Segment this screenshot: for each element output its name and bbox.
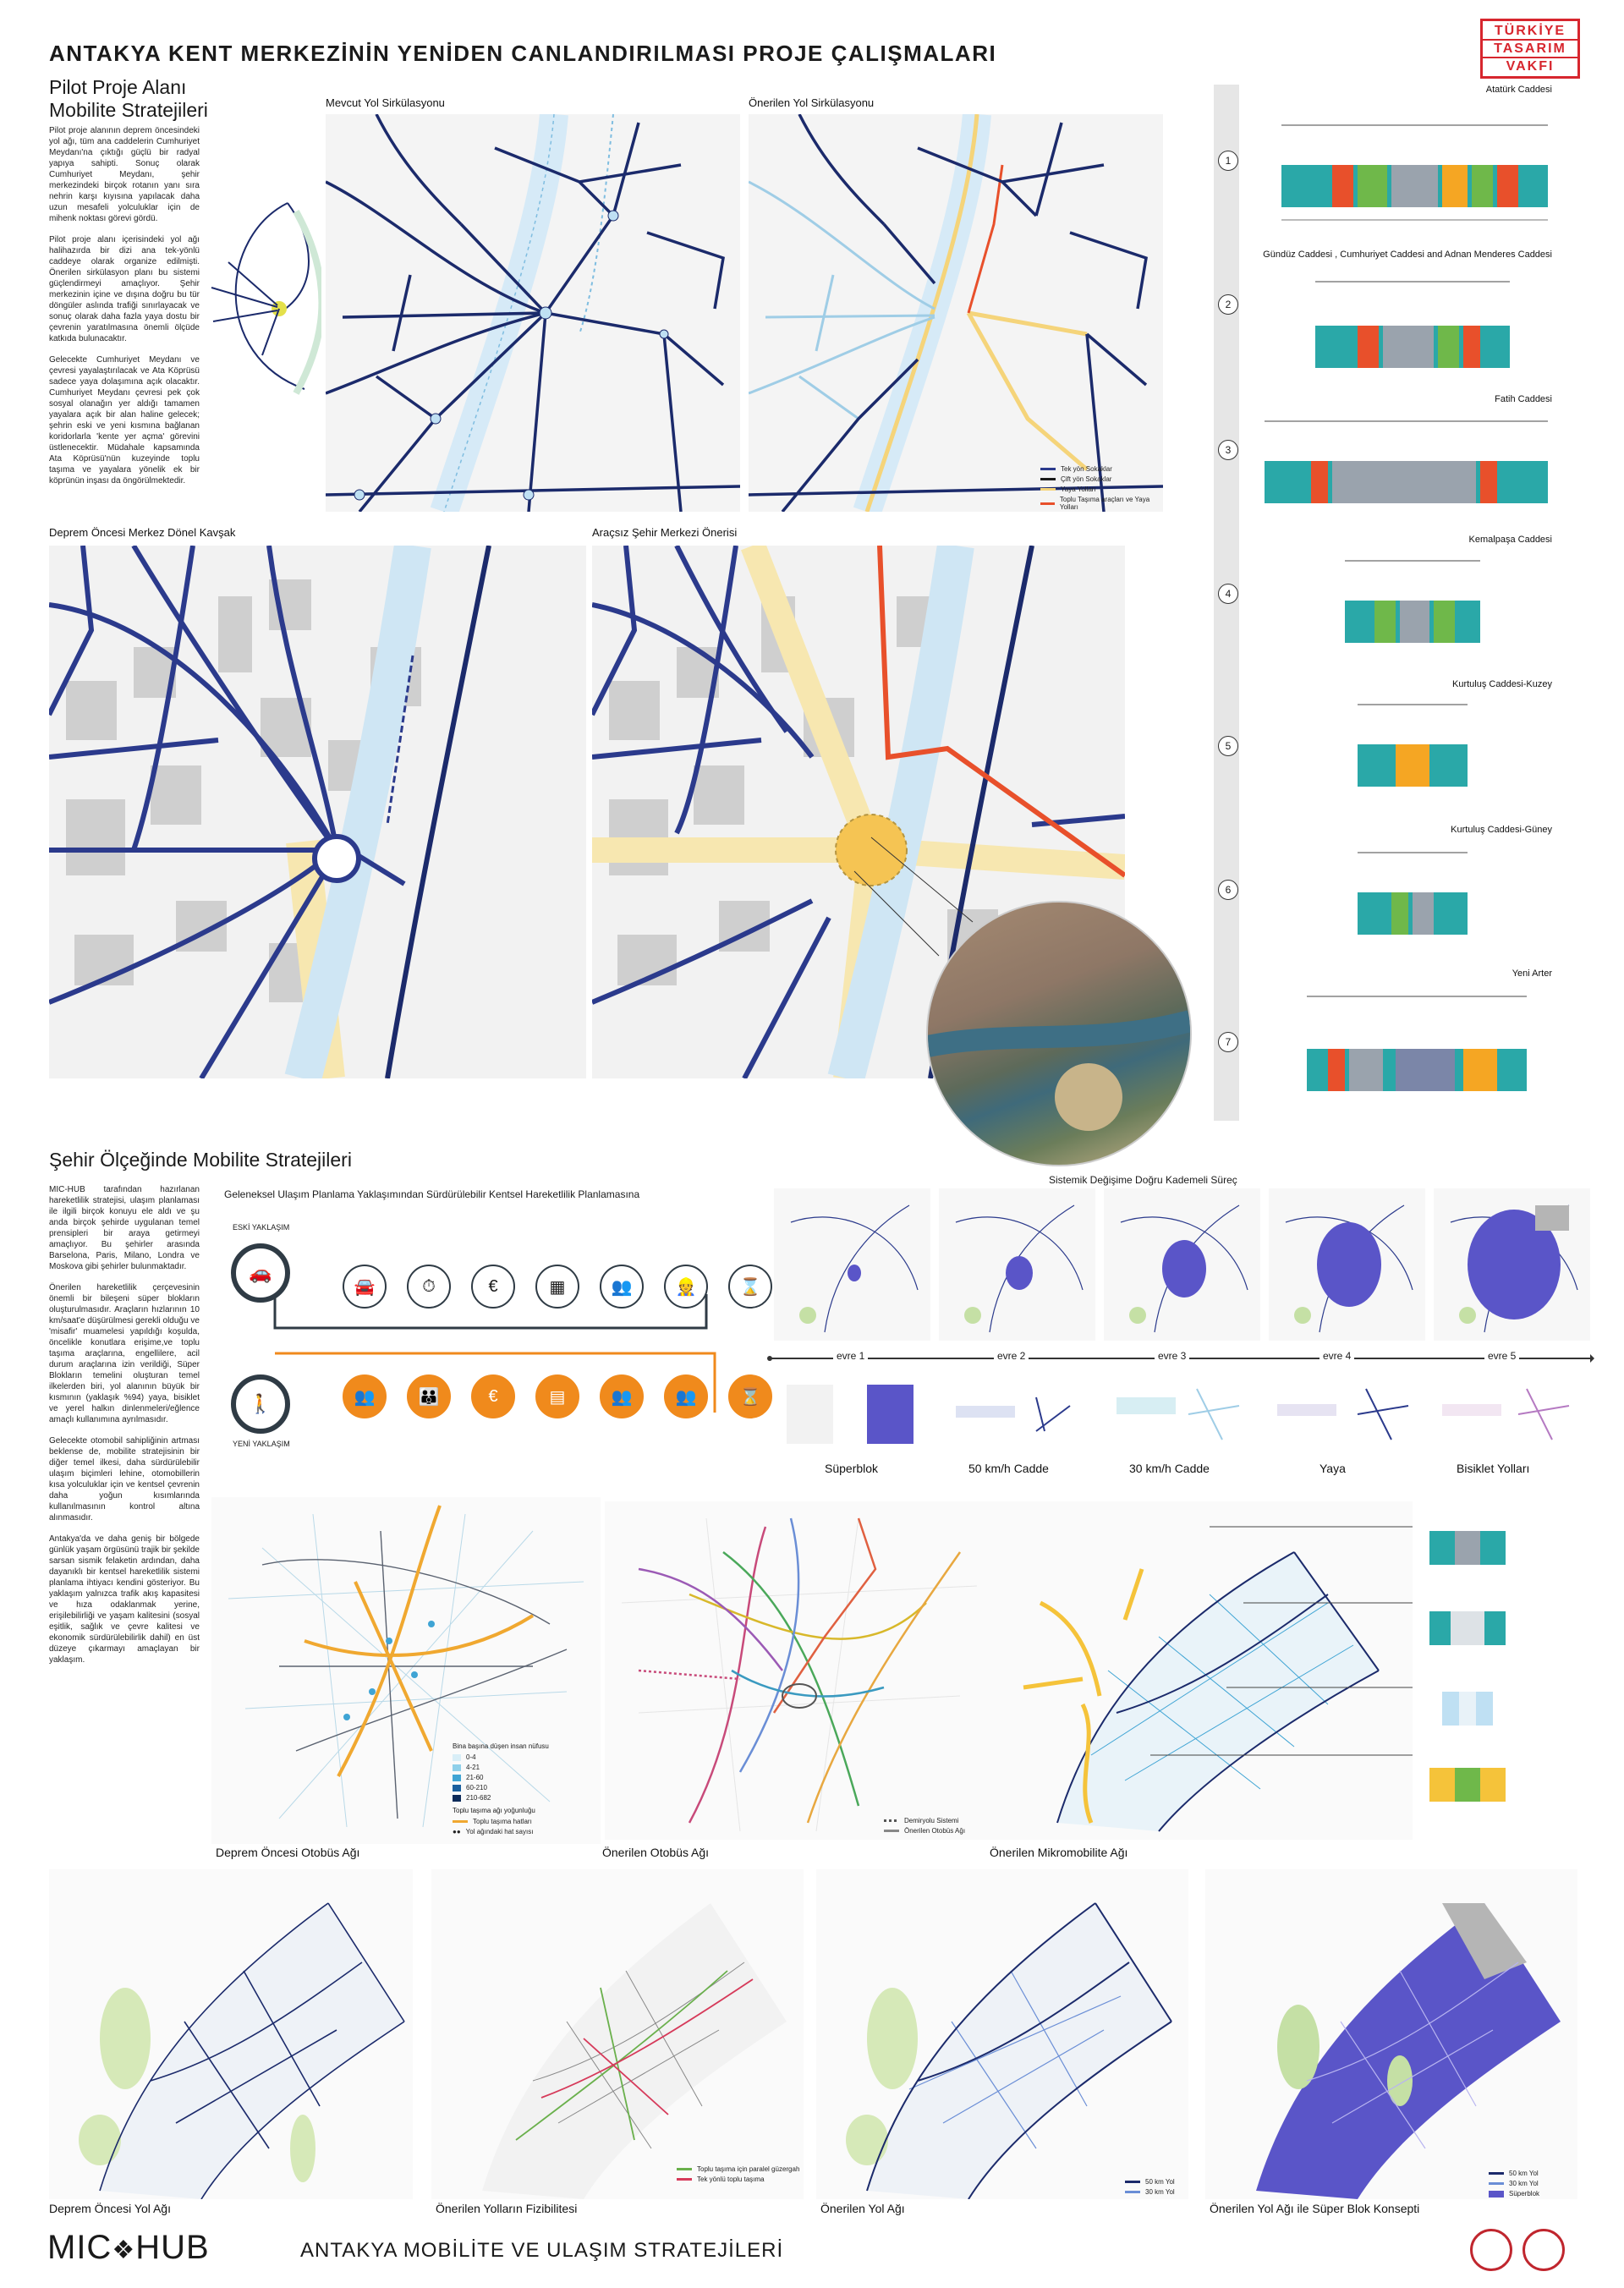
swatch [884, 1830, 899, 1832]
tasarim-vakfi-logo: TÜRKİYE TASARIM VAKFI [1480, 19, 1580, 79]
car-icon: 🚗 [231, 1243, 290, 1303]
swatch [1489, 2191, 1504, 2197]
swatch [453, 1785, 461, 1791]
legend-superblock: Süperblok [1489, 2190, 1539, 2197]
phase-5: evre 5 [1484, 1350, 1519, 1362]
caption-road-feasibility: Önerilen Yolların Fizibilitesi [436, 2202, 578, 2215]
micro-sections [1421, 1514, 1514, 1844]
building-icon: ▦ [535, 1265, 579, 1309]
value-icon: € [471, 1374, 515, 1418]
legend-30km: 30 km Yol [1125, 2188, 1175, 2196]
density-21-60: 21-60 [453, 1774, 549, 1781]
pedestrian-icon: 🚶 [231, 1374, 290, 1434]
swatch [1040, 478, 1056, 480]
section-num-7: 7 [1218, 1032, 1238, 1052]
density-4-21: 4-21 [453, 1764, 549, 1771]
caption-bus-proposed: Önerilen Otobüs Ağı [602, 1846, 710, 1859]
legend-transit: Toplu Taşıma araçları ve Yaya Yolları [1040, 496, 1163, 511]
swatch [1040, 502, 1055, 505]
swatch [677, 2168, 692, 2170]
swatch [453, 1754, 461, 1761]
road-legend [1125, 2178, 1175, 2198]
swatch [1040, 468, 1056, 470]
density-0-4: 0-4 [453, 1753, 549, 1761]
cost-icon: € [471, 1265, 515, 1309]
theme-50kmh: 50 km/h Cadde [968, 1462, 1049, 1475]
old-approach-label: ESKİ YAKLAŞIM [233, 1223, 290, 1232]
legend-50km: 50 km Yol [1125, 2178, 1175, 2186]
section-label-4: Kemalpaşa Caddesi [1468, 535, 1552, 545]
theme-icons [782, 1380, 1586, 1457]
legend-parallel-route: Toplu taşıma için paralel güzergah [677, 2165, 799, 2173]
stakeholders-icon: 👥 [664, 1374, 708, 1418]
swatch [1125, 2181, 1140, 2183]
map-proposed [749, 114, 1163, 512]
section-drawing-3 [1260, 414, 1552, 524]
swatch [677, 2178, 692, 2181]
legend-rail: Demiryolu Sistemi [884, 1817, 965, 1824]
section-num-2: 2 [1218, 294, 1238, 315]
section-num-4: 4 [1218, 584, 1238, 604]
map-bus-proposed [605, 1501, 994, 1840]
swatch [1489, 2172, 1504, 2175]
map-superblock [1205, 1869, 1577, 2199]
map-road-before [49, 1869, 413, 2199]
pilot-text: Pilot proje alanının deprem öncesindeki yol ağı, tüm ana caddelerin Cumhuriyet Meydanı'na çıktığı güçlü bir radyal yapıya sahipti. Sonuç olarak Cumhuriyet Meydanı, şehir merkezindeki birçok rotanın yanı sıra nehrin karşı kıyısına yapılacak daha uzun mesafeli yolculuklar için de mihenk noktası görevi gördü. Pilot proje alanı içerisindeki yol ağı halihazırda bir dizi ana tek-yönlü caddeye olarak organize edilmişti. Önerilen sirkülasyon planı bu sistemi güçlendirmeyi amaçlıyor. Şehir merkezinin içine ve dışına doğru bu tür döngüler aslında trafiği sınırlayacak ve sonuç olarak daha fazla yaya dostu bir çevrenin yaratılmasına önemli ölçüde katkıda bulunacaktır. Gelecekte Cumhuriyet Meydanı ve çevresi yayalaştırılacak ve Ata Köprüsü sadece yaya dolaşımına açık olacaktır. Cumhuriyet Meydanı çevresi pek çok sosyal olanağın yer aldığı tamamen yayalara açık bir alan haline gelecek; şehrin eski ve yeni kısmına bağlanan koridorlarla 'kente yer açma' görevini üstlenecektir. Müdahale kapsamında Ata Köprüsü'nün kuzeyinde toplu taşıma ve yayalara yönelik ek bir köprünün inşası da öngörülmektedir. [49, 126, 200, 486]
bus-density-legend: Bina başına düşen insan nüfusu 0-4 4-21 21-60 60-210 210-682 Toplu taşıma ağı yoğunluğu Toplu taşıma hatları ●● Yol ağındaki hat sayısı [453, 1742, 549, 1835]
expert-icon: 👷 [664, 1265, 708, 1309]
feasibility-legend [677, 2165, 799, 2186]
map-before-label: Deprem Öncesi Merkez Dönel Kavşak [49, 526, 236, 539]
map-road-proposed [816, 1869, 1188, 2199]
longterm-icon: ⌛ [728, 1374, 772, 1418]
legend-transit-lines: Toplu taşıma hatları [453, 1818, 549, 1825]
plan-icon: ▤ [535, 1374, 579, 1418]
caption-superblock: Önerilen Yol Ağı ile Süper Blok Konsepti [1210, 2202, 1420, 2215]
approach-title: Geleneksel Ulaşım Planlama Yaklaşımından Sürdürülebilir Kentsel Hareketlilik Planlamasına [224, 1188, 640, 1200]
swatch [453, 1764, 461, 1771]
section-num-3: 3 [1218, 440, 1238, 460]
caption-bus-before: Deprem Öncesi Otobüs Ağı [216, 1846, 360, 1859]
new-icons-row [343, 1374, 772, 1418]
seal-icon-1 [1470, 2229, 1512, 2271]
phase-maps [774, 1188, 1590, 1349]
dots-icon: ●● [453, 1828, 461, 1835]
family-icon: 👪 [407, 1374, 451, 1418]
phase-2: evre 2 [994, 1350, 1029, 1362]
diamond-icon: ❖ [112, 2236, 136, 2264]
map-proposed-label: Önerilen Yol Sirkülasyonu [749, 96, 875, 109]
process-title: Sistemik Değişime Doğru Kademeli Süreç [1049, 1174, 1237, 1186]
radial-diagram [203, 186, 321, 398]
pilot-heading: Pilot Proje Alanı Mobilite Stratejileri [49, 76, 208, 121]
theme-superblock: Süperblok [825, 1462, 879, 1475]
legend-sb-30km: 30 km Yol [1489, 2180, 1539, 2187]
map-existing [326, 114, 740, 512]
legend-one-way-transit: Tek yönlü toplu taşıma [677, 2176, 799, 2183]
section-drawing-5 [1353, 698, 1472, 808]
new-approach-label: YENİ YAKLAŞIM [233, 1440, 290, 1448]
section-label-5: Kurtuluş Caddesi-Kuzey [1451, 679, 1552, 689]
legend-proposed-bus: Önerilen Otobüs Ağı [884, 1827, 965, 1835]
city-heading: Şehir Ölçeğinde Mobilite Stratejileri [49, 1149, 352, 1171]
photo-callout-lines [846, 812, 981, 964]
section-drawing-2 [1311, 275, 1514, 385]
map-before-roundabout [49, 546, 586, 1078]
section-label-7: Yeni Arter [1512, 968, 1552, 979]
swatch [1040, 488, 1056, 491]
section-num-6: 6 [1218, 880, 1238, 900]
old-icons-row [343, 1265, 772, 1309]
caption-road-before: Deprem Öncesi Yol Ağı [49, 2202, 171, 2215]
section-label-1: Atatürk Caddesi [1485, 85, 1552, 95]
section-drawing-4 [1341, 554, 1484, 664]
legend-one-way: Tek yön Sokaklar [1040, 465, 1163, 473]
swatch [1125, 2191, 1140, 2193]
map-after-label: Araçsız Şehir Merkezi Önerisi [592, 526, 738, 539]
map-micromobility [990, 1501, 1413, 1840]
hourglass-icon: ⌛ [728, 1265, 772, 1309]
legend-pedestrian: Yaya Yolları [1040, 486, 1163, 493]
section-num-1: 1 [1218, 151, 1238, 171]
page-title: ANTAKYA KENT MERKEZİNİN YENİDEN CANLANDIRILMASI PROJE ÇALIŞMALARI [49, 41, 997, 66]
caption-road-proposed: Önerilen Yol Ağı [820, 2202, 905, 2215]
approach-connectors [224, 1218, 757, 1463]
participation-icon: 👥 [600, 1374, 644, 1418]
legend-two-way: Çift yön Sokaklar [1040, 475, 1163, 483]
swatch [884, 1819, 899, 1822]
circulation-legend [1040, 465, 1163, 513]
seal-icon-2 [1522, 2229, 1565, 2271]
theme-bike-lanes: Bisiklet Yolları [1457, 1462, 1530, 1475]
legend-sb-50km: 50 km Yol [1489, 2170, 1539, 2177]
section-drawing-6 [1353, 846, 1472, 956]
caption-micromobility: Önerilen Mikromobilite Ağı [990, 1846, 1128, 1859]
map-road-feasibility [431, 1869, 804, 2199]
section-drawing-7 [1303, 990, 1531, 1117]
phase-1: evre 1 [833, 1350, 868, 1362]
section-label-3: Fatih Caddesi [1495, 394, 1552, 404]
map-existing-label: Mevcut Yol Sirkülasyonu [326, 96, 445, 109]
footer-title: ANTAKYA MOBİLİTE VE ULAŞIM STRATEJİLERİ [300, 2239, 784, 2262]
density-210-682: 210-682 [453, 1794, 549, 1802]
density-60-210: 60-210 [453, 1784, 549, 1791]
phase-4: evre 4 [1320, 1350, 1354, 1362]
speed-icon: ⏱ [407, 1265, 451, 1309]
community-icon: 👥 [343, 1374, 387, 1418]
people-icon: 👥 [600, 1265, 644, 1309]
section-label-6: Kurtuluş Caddesi-Güney [1451, 825, 1552, 835]
city-text: MIC-HUB tarafından hazırlanan hareketlilik stratejisi, ulaşım planlaması ile ilgili birçok konuyu ele aldı ve şu anda birçok şehirde uygulanan temel prensipleri bir araya getirmeyi amaçlıyor. Bu şehirler arasında Barselona, Paris, Milano, Londra ve Moskova gibi şehirler bulunmaktadır. Önerilen hareketlilik çerçevesinin önemli bir bileşeni süper blokların oluşturulmasıdır. Araçların hızlarının 10 km/saat'e düşürülmesi gerekli olduğu ve 'misafir' muamelesi yapıldığı koşulda, öncelikle konutlara erişime,ve toplu taşıma araçlarına, engellilere, acil durum araçlarına izin verildiği, Süper Blokların temelini oluşturan temel ilkelerden biri, yol alanının büyük bir kısmının (yaklaşık %94) yaya, bisiklet ve yerel halkın dinlenmeleri/eğlence amaçlı kullanımına ayrılmasıdır. Gelecekte otomobil sahipliğinin artması beklense de, mobilite stratejisinin bir diğer temel ilkesi, daha sürdürülebilir ulaşım biçimleri lehine, otomobillerin kısa yolculuklar için ve kentsel çevrenin daha yoğun kısımlarında kullanılmasının kontrol altına alınmasıdır. Antakya'da ve daha geniş bir bölgede günlük yaşam örgüsünü trajik bir şekilde sarsan sismik felaketin ardından, daha dayanıklı bir kentsel hareketlilik sistemi planlama ihtiyacı kendini gösteriyor. Bu yaklaşım yalnızca trafik akış kapasitesi ve hıza odaklanmak yerine, erişilebilirliği ve yaşam kalitesini (sosyal eşitlik, sağlık ve çevre kalitesi ve ekonomik sürdürülebilirlik dahil) en üst düzeye çıkarmayı amaçlayan bir yaklaşım. [49, 1185, 200, 1665]
theme-30kmh: 30 km/h Cadde [1129, 1462, 1210, 1475]
swatch [453, 1820, 468, 1823]
rail-legend [884, 1817, 965, 1837]
swatch [453, 1775, 461, 1781]
theme-pedestrian: Yaya [1320, 1462, 1346, 1475]
section-label-2: Gündüz Caddesi , Cumhuriyet Caddesi and Adnan Menderes Caddesi [1263, 250, 1552, 260]
traffic-icon: 🚘 [343, 1265, 387, 1309]
approach-diagram [224, 1218, 761, 1463]
section-num-5: 5 [1218, 736, 1238, 756]
section-drawing-1 [1277, 118, 1552, 228]
swatch [453, 1795, 461, 1802]
superblock-legend [1489, 2170, 1539, 2200]
mic-hub-logo: MIC❖HUB [47, 2229, 210, 2266]
legend-line-count: ●● Yol ağındaki hat sayısı [453, 1828, 534, 1835]
phase-3: evre 3 [1155, 1350, 1189, 1362]
swatch [1489, 2182, 1504, 2185]
